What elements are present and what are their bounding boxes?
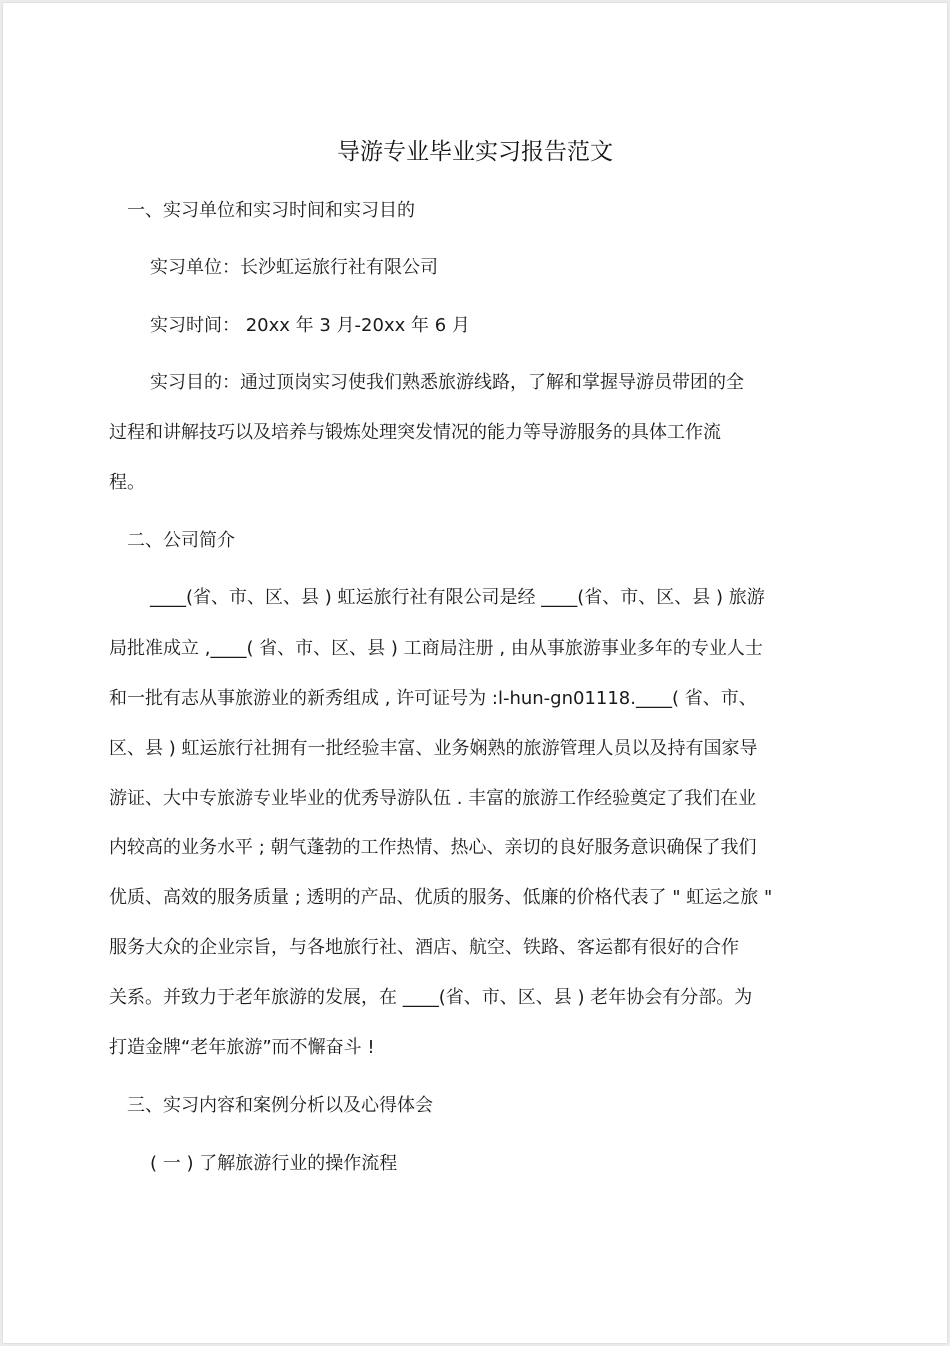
intro-line: 内较高的业务水平 ; 朝气蓬勃的工作热情、热心、亲切的良好服务意识确保了我们 [109, 837, 757, 858]
intro-line: 打造金牌“老年旅游”而不懈奋斗 ! [109, 1037, 375, 1058]
section1-heading: 一、实习单位和实习时间和实习目的 [127, 200, 415, 221]
purpose-line: 程。 [109, 472, 145, 493]
intro-line: 局批准成立 ,____( 省、市、区、县 ) 工商局注册 , 由从事旅游事业多年的专业人士 [109, 638, 763, 659]
purpose-line: 实习目的：通过顶岗实习使我们熟悉旅游线路，了解和掌握导游员带团的全 [150, 372, 744, 393]
section2-heading: 二、公司简介 [127, 530, 235, 551]
internship-time: 实习时间： 20xx 年 3 月-20xx 年 6 月 [150, 315, 470, 336]
intro-line: 区、县 ) 虹运旅行社拥有一批经验丰富、业务娴熟的旅游管理人员以及持有国家导 [109, 738, 758, 759]
intro-line: 游证、大中专旅游专业毕业的优秀导游队伍 . 丰富的旅游工作经验奠定了我们在业 [109, 788, 757, 809]
document-page [3, 3, 947, 1343]
intro-line: 关系。并致力于老年旅游的发展，在 ____(省、市、区、县 ) 老年协会有分部。为 [109, 987, 753, 1008]
purpose-line: 过程和讲解技巧以及培养与锻炼处理突发情况的能力等导游服务的具体工作流 [109, 422, 721, 443]
internship-unit: 实习单位：长沙虹运旅行社有限公司 [150, 257, 438, 278]
intro-line: ____(省、市、区、县 ) 虹运旅行社有限公司是经 ____(省、市、区、县 ) 旅游 [150, 587, 765, 608]
section3-subheading: ( 一 ) 了解旅游行业的操作流程 [150, 1153, 398, 1174]
intro-line: 优质、高效的服务质量 ; 透明的产品、优质的服务、低廉的价格代表了 " 虹运之旅 " [109, 887, 773, 908]
intro-line: 服务大众的企业宗旨，与各地旅行社、酒店、航空、铁路、客运都有很好的合作 [109, 937, 739, 958]
section3-heading: 三、实习内容和案例分析以及心得体会 [127, 1095, 433, 1116]
page-title: 导游专业毕业实习报告范文 [337, 139, 613, 165]
intro-line: 和一批有志从事旅游业的新秀组成 , 许可证号为 :l-hun-gn01118.____( 省、市、 [109, 688, 757, 709]
